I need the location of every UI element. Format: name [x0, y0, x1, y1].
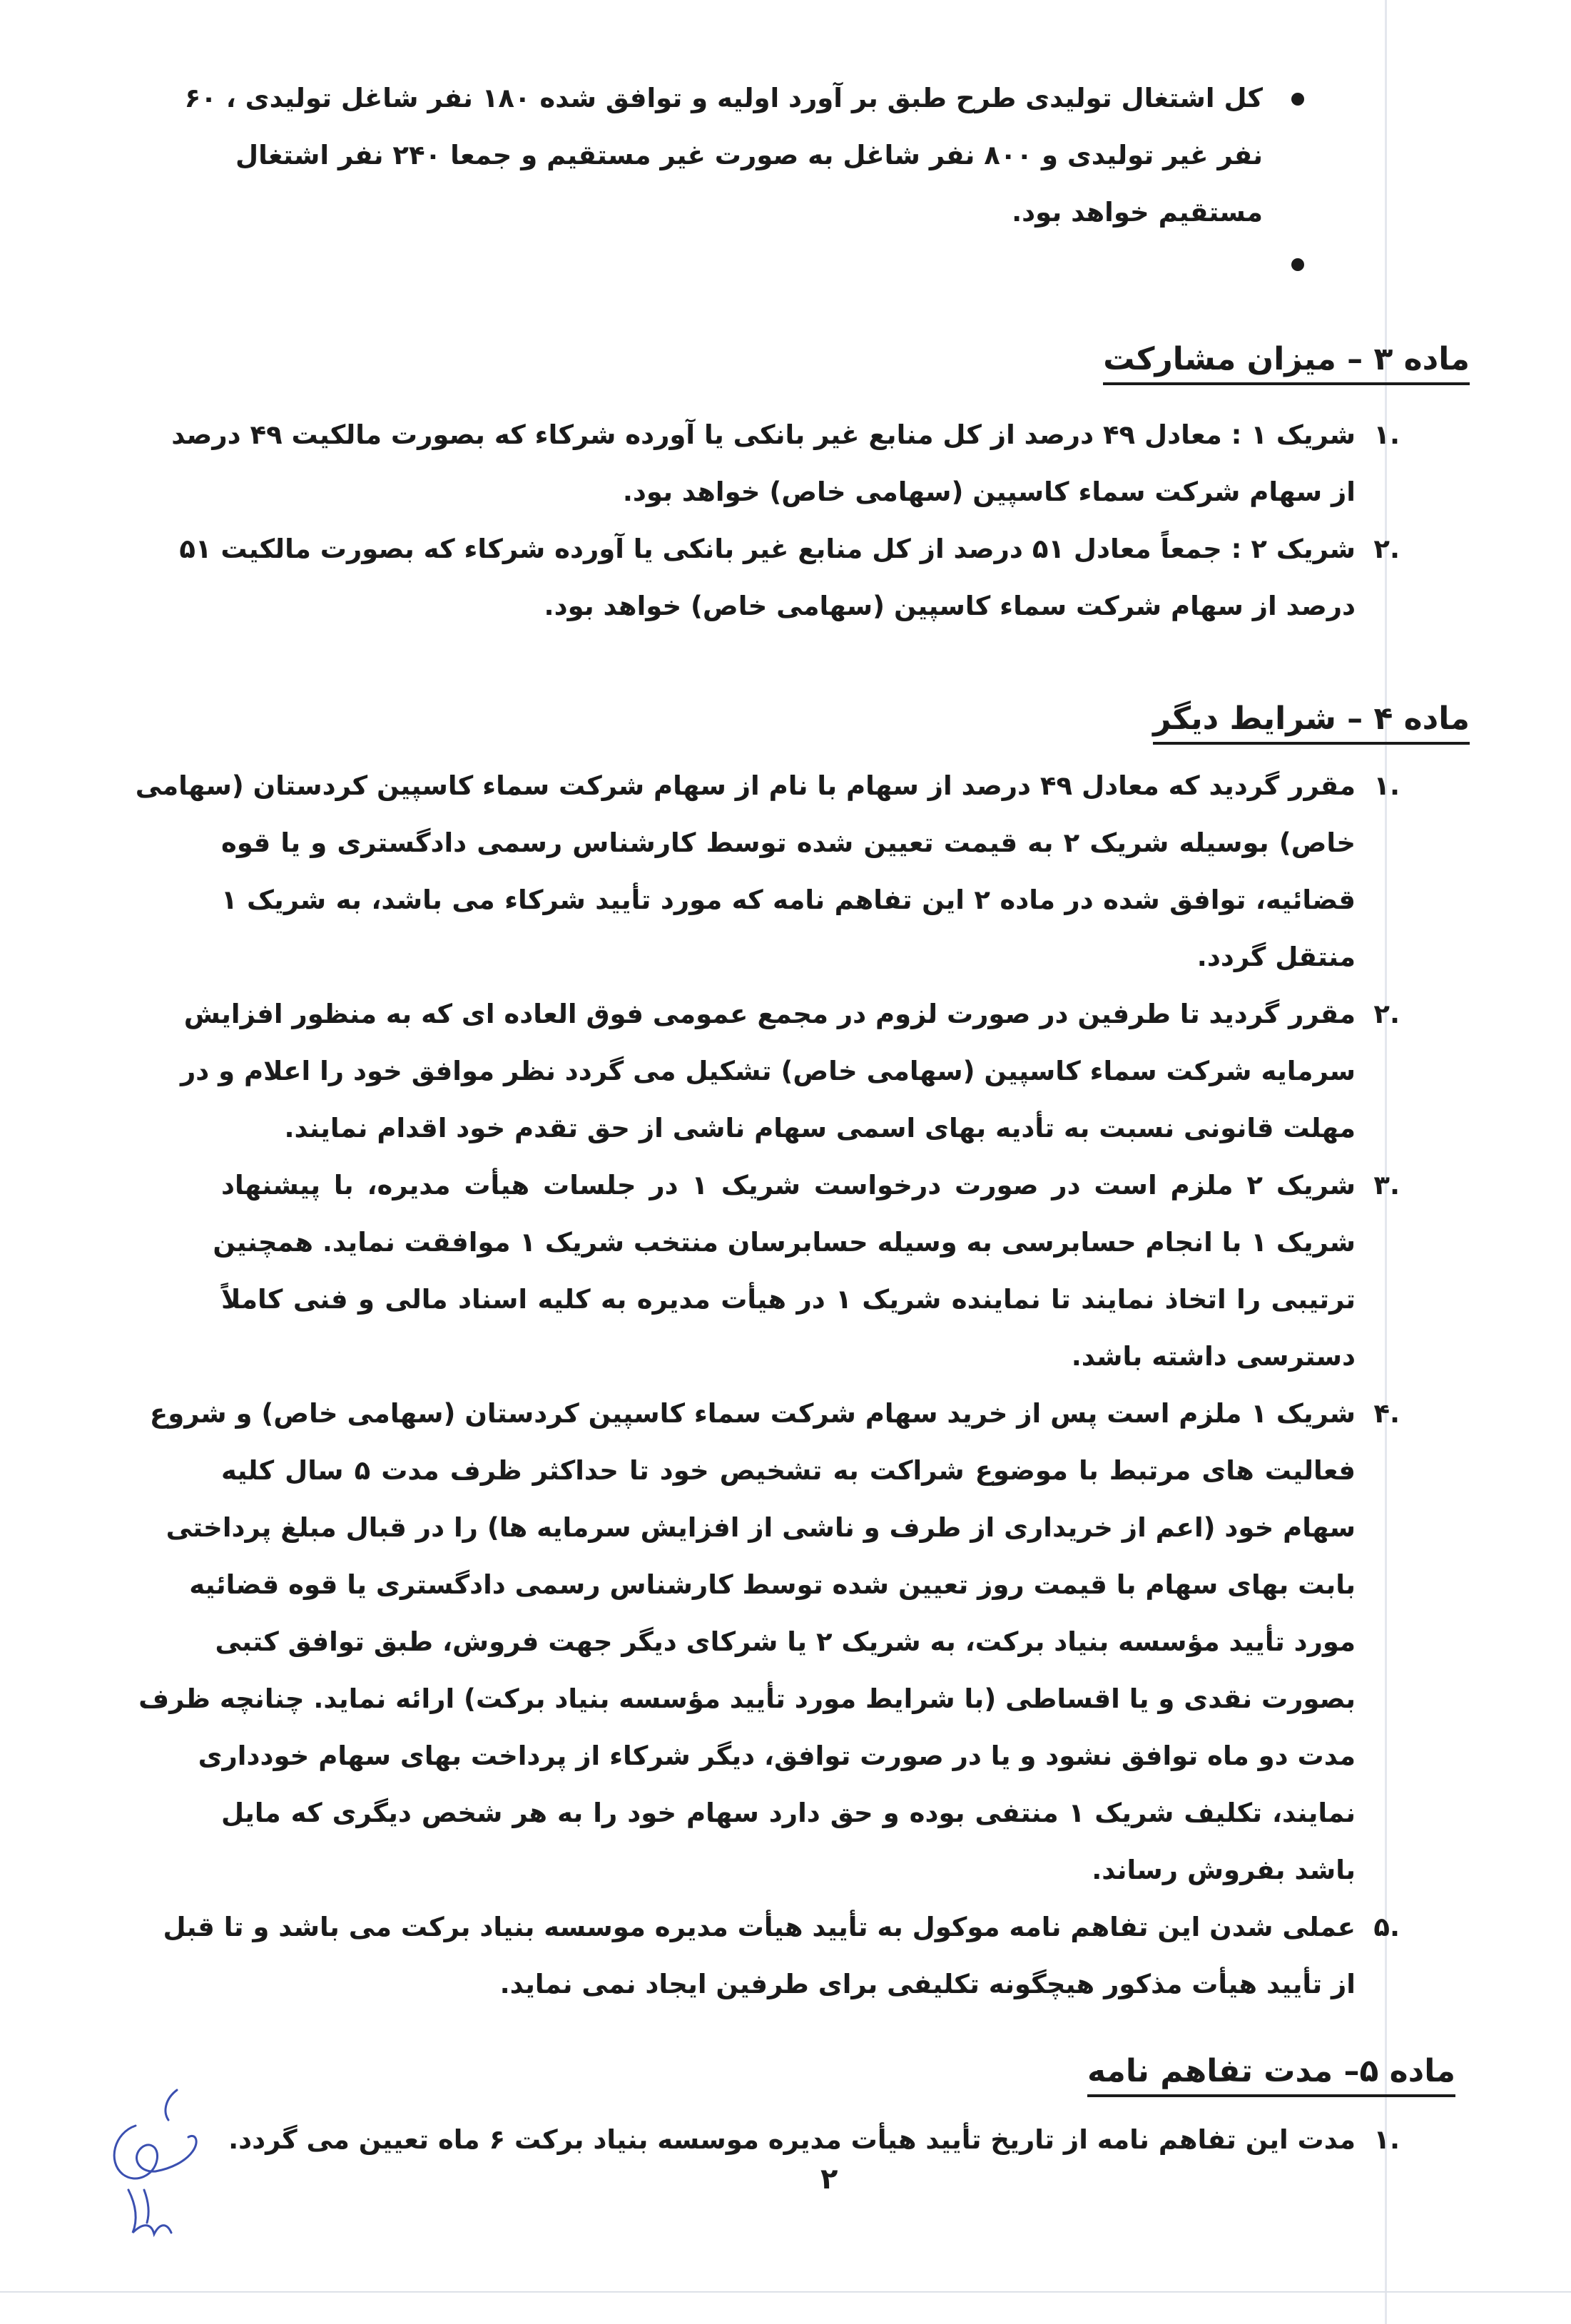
- article-4-heading: ماده ۴ – شرایط دیگر: [1153, 699, 1470, 745]
- article-4-item-3-line: ترتیبی را اتخاذ نمایند تا نماینده شریک ۱ در هیأت مدیره به کلیه اسناد مالی و فنی کاملاً: [221, 1284, 1356, 1315]
- article-5-heading: ماده ۵– مدت تفاهم نامه: [1087, 2052, 1455, 2097]
- list-number: .۱: [1373, 770, 1400, 801]
- article-4-item-4-line: باشد بفروش رساند.: [1092, 1855, 1356, 1885]
- article-4-item-1-line: مقرر گردید که معادل ۴۹ درصد از سهام با نام از سهام شرکت سماء کاسپین کردستان (سهامی: [135, 770, 1356, 801]
- article-4-item-5-line: از تأیید هیأت مذکور هیچگونه تکلیفی برای طرفین ایجاد نمی نماید.: [499, 1969, 1356, 1999]
- article-4-item-2-line: سرمایه شرکت سماء کاسپین (سهامی خاص) تشکیل می گردد نظر موافق خود را اعلام و در: [181, 1056, 1356, 1086]
- article-3-item-2-line: شریک ۲ : جمعاً معادل ۵۱ درصد از کل منابع غیر بانکی یا آورده شرکاء که بصورت مالکیت ۵۱: [179, 534, 1356, 564]
- list-number: .۱: [1373, 419, 1400, 450]
- bullet-point-empty: [1291, 258, 1304, 271]
- article-3-item-1-line: از سهام شرکت سماء کاسپین (سهامی خاص) خواهد بود.: [622, 476, 1356, 507]
- page-number: ۲: [820, 2163, 838, 2196]
- article-4-item-4-line: بصورت نقدی و یا اقساطی (با شرایط مورد تأیید مؤسسه بنیاد برکت) ارائه نماید. چنانچه ظرف: [138, 1683, 1356, 1714]
- list-number: .۲: [1373, 534, 1400, 564]
- article-4-item-4-line: مورد تأیید مؤسسه بنیاد برکت، به شریک ۲ یا شرکای دیگر جهت فروش، طبق توافق کتبی: [215, 1626, 1356, 1657]
- list-number: .۲: [1373, 999, 1400, 1029]
- article-4-item-2-line: مقرر گردید تا طرفین در صورت لزوم در مجمع عمومی فوق العاده ای که به منظور افزایش: [183, 999, 1356, 1029]
- article-3-item-2-line: درصد از سهام شرکت سماء کاسپین (سهامی خاص) خواهد بود.: [544, 591, 1356, 621]
- article-4-item-4-line: نمایند، تکلیف شریک ۱ منتفی بوده و حق دارد سهام خود را به هر شخص دیگری که مایل: [221, 1798, 1356, 1828]
- article-4-item-1-line: خاص) بوسیله شریک ۲ به قیمت تعیین شده توسط کارشناس رسمی دادگستری و یا قوه: [221, 827, 1356, 858]
- article-4-item-4-line: شریک ۱ ملزم است پس از خرید سهام شرکت سماء کاسپین کردستان (سهامی خاص) و شروع: [149, 1398, 1356, 1429]
- intro-bullet-line: نفر غیر تولیدی و ۸۰۰ نفر شاغل به صورت غیر مستقیم و جمعا ۲۴۰ نفر اشتغال: [235, 140, 1263, 170]
- article-4-item-3-line: شریک ۱ با انجام حسابرسی به وسیله حسابرسان منتخب شریک ۱ موافقت نماید. همچنین: [213, 1227, 1356, 1258]
- article-4-item-4-line: بابت بهای سهام با قیمت روز تعیین شده توسط کارشناس رسمی دادگستری یا قوه قضائیه: [189, 1569, 1356, 1600]
- scan-bottom-edge: [0, 2291, 1571, 2293]
- article-4-item-4-line: فعالیت های مرتبط با موضوع شراکت به تشخیص خود تا حداکثر ظرف مدت ۵ سال کلیه: [221, 1455, 1356, 1486]
- article-4-item-1-line: قضائیه، توافق شده در ماده ۲ این تفاهم نامه که مورد تأیید شرکاء می باشد، به شریک ۱: [221, 885, 1356, 915]
- article-4-item-3-line: شریک ۲ ملزم است در صورت درخواست شریک ۱ در جلسات هیأت مدیره، با پیشنهاد: [221, 1170, 1356, 1201]
- article-4-item-4-line: مدت دو ماه توافق نشود و یا در صورت توافق، دیگر شرکاء از پرداخت بهای سهام خودداری: [198, 1741, 1356, 1771]
- article-4-item-5-line: عملی شدن این تفاهم نامه موکول به تأیید هیأت مدیره موسسه بنیاد برکت می باشد و تا قبل: [163, 1912, 1356, 1942]
- list-number: .۳: [1373, 1170, 1400, 1201]
- list-number: .۱: [1373, 2124, 1400, 2155]
- intro-bullet-line: کل اشتغال تولیدی طرح طبق بر آورد اولیه و توافق شده ۱۸۰ نفر شاغل تولیدی ، ۶۰: [184, 83, 1263, 113]
- list-number: .۵: [1373, 1912, 1400, 1942]
- article-4-item-3-line: دسترسی داشته باشد.: [1071, 1341, 1356, 1372]
- article-4-item-2-line: مهلت قانونی نسبت به تأدیه بهای اسمی سهام ناشی از حق تقدم خود اقدام نمایند.: [284, 1113, 1356, 1143]
- article-4-item-1-line: منتقل گردد.: [1196, 942, 1356, 972]
- intro-bullet-line: مستقیم خواهد بود.: [1012, 197, 1263, 228]
- article-3-item-1-line: شریک ۱ : معادل ۴۹ درصد از کل منابع غیر بانکی یا آورده شرکاء که بصورت مالکیت ۴۹ درصد: [171, 419, 1356, 450]
- handwritten-signature: [86, 2083, 235, 2254]
- bullet-point: [1291, 93, 1304, 106]
- article-5-item-1-line: مدت این تفاهم نامه از تاریخ تأیید هیأت مدیره موسسه بنیاد برکت ۶ ماه تعیین می گردد.: [228, 2124, 1356, 2155]
- article-3-heading: ماده ۳ – میزان مشارکت: [1103, 340, 1470, 385]
- list-number: .۴: [1373, 1398, 1400, 1429]
- article-4-item-4-line: سهام خود (اعم از خریداری از طرف و ناشی از افزایش سرمایه ها) را در قبال مبلغ پرداختی: [166, 1512, 1356, 1543]
